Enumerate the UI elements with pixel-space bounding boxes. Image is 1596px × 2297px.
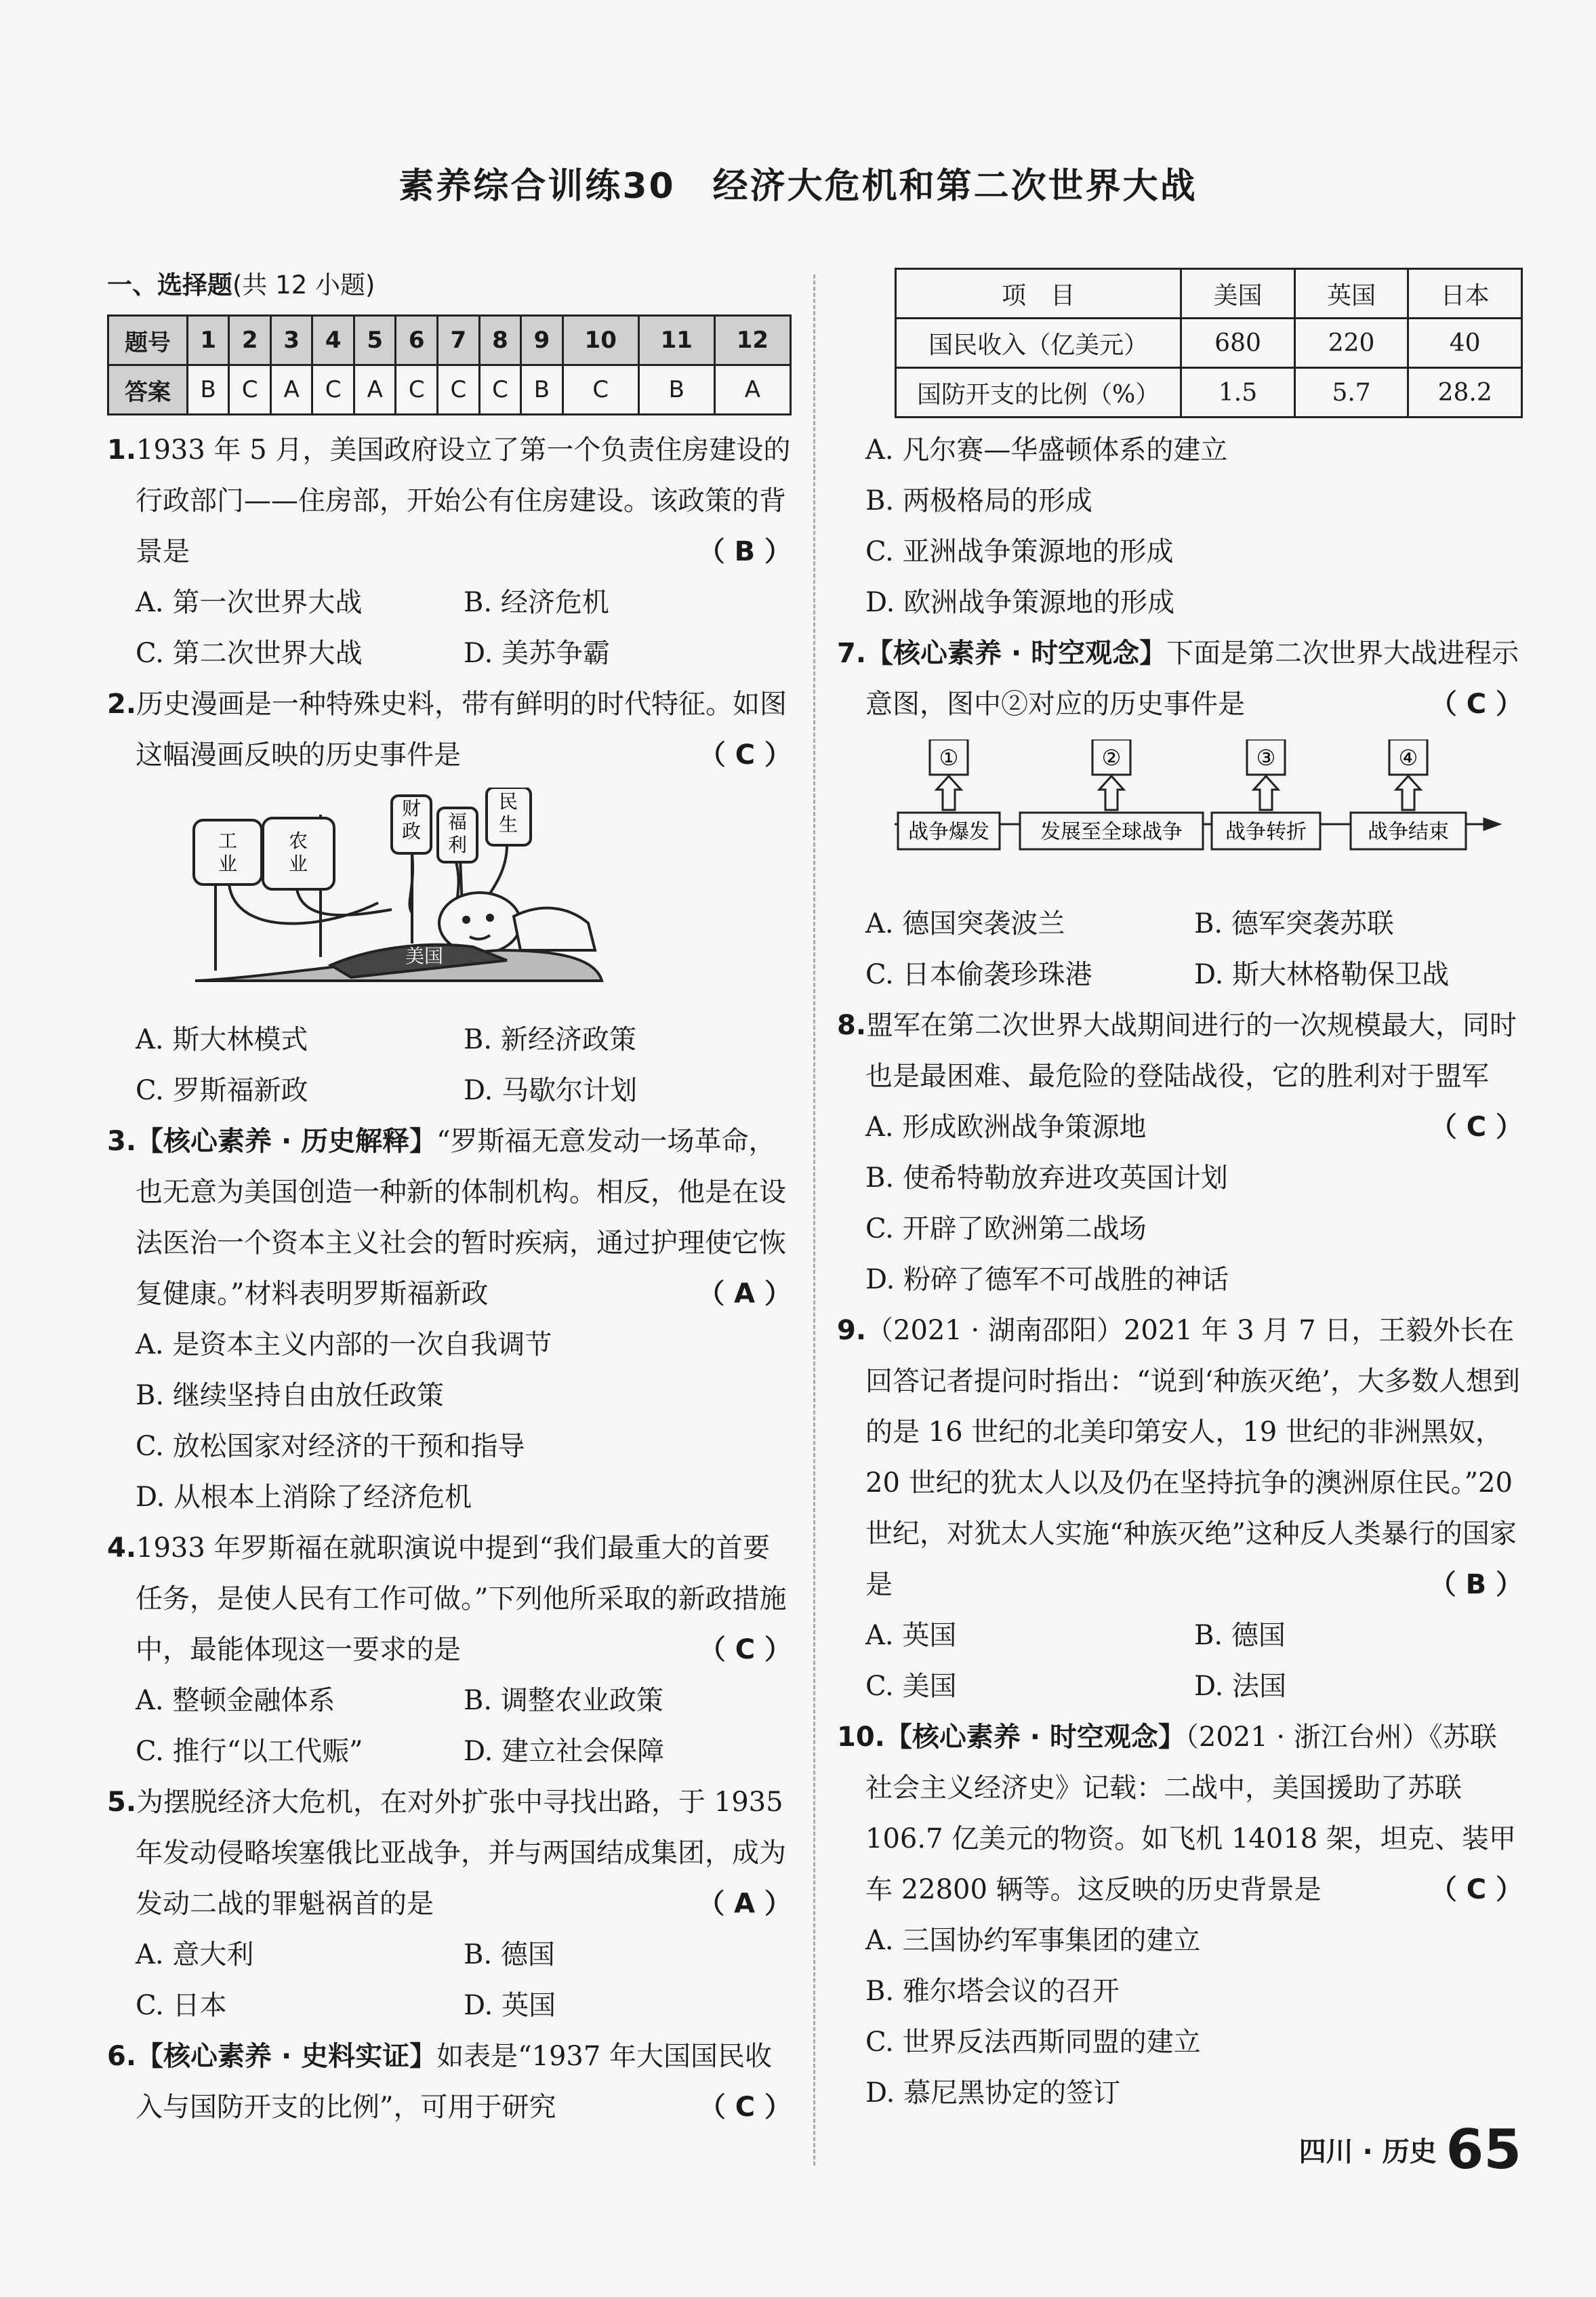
option[interactable]: A. 英国 — [865, 1620, 957, 1651]
question-number-cell: 3 — [271, 316, 312, 365]
option-row — [837, 1610, 1523, 1661]
left-question-list — [107, 425, 792, 2133]
cartoon-label-char: 业 — [288, 853, 308, 875]
timeline-stage-label: 战争结束 — [1368, 820, 1449, 844]
option[interactable]: C. 放松国家对经济的干预和指导 — [136, 1431, 525, 1462]
column-divider — [813, 275, 815, 2166]
option[interactable]: A. 形成欧洲战争策源地 — [865, 1112, 1147, 1143]
question-number-cell: 5 — [354, 316, 396, 365]
answer-cell: A — [271, 365, 312, 415]
stats-header-cell: 日本 — [1408, 269, 1522, 319]
section-heading — [107, 264, 792, 301]
option[interactable]: C. 亚洲战争策源地的形成 — [865, 536, 1174, 567]
question-text: 如表是“1937 年大国国民收入与国防开支的比例”，可用于研究 — [136, 2041, 773, 2123]
option[interactable]: C. 日本 — [136, 1990, 227, 2021]
stats-cell: 40 — [1408, 319, 1522, 368]
question-number: 2. — [107, 689, 137, 720]
option[interactable]: B. 两极格局的形成 — [865, 485, 1092, 516]
option-row — [107, 1015, 792, 1065]
timeline-stage — [1351, 739, 1466, 849]
option[interactable]: D. 建立社会保障 — [464, 1736, 665, 1767]
stats-header-cell: 美国 — [1181, 269, 1295, 319]
question-text: （2021 · 湖南邵阳）2021 年 3 月 7 日，王毅外长在回答记者提问时指出：“说到‘种族灭绝’，大多数人想到的是 16 世纪的北美印第安人，19 世纪的非洲黑奴，20 世纪的犹太人以及仍在坚持抗争的澳洲原住民。”20 世纪，对犹太人实施“种族灭绝”这种反人类暴行的国家是 — [865, 1315, 1520, 1600]
answer-cell: A — [354, 365, 396, 415]
answer-bracket: （ C ） — [1429, 1874, 1523, 1905]
timeline-marker: ③ — [1256, 745, 1276, 771]
option[interactable]: A. 德国突袭波兰 — [865, 908, 1065, 939]
question-stem — [107, 2031, 792, 2133]
question-item — [837, 628, 1523, 1000]
option[interactable]: A. 凡尔赛—华盛顿体系的建立 — [865, 434, 1228, 466]
timeline-marker: ④ — [1398, 745, 1418, 771]
question-text: 为摆脱经济大危机，在对外扩张中寻找出路，于 1935 年发动侵略埃塞俄比亚战争，并与两国结成集团，成为发动二战的罪魁祸首的是 — [136, 1787, 786, 1919]
cartoon-patient-label: 美国 — [405, 945, 444, 967]
question-item — [107, 425, 792, 679]
option-row — [107, 1065, 792, 1116]
option[interactable]: D. 马歇尔计划 — [464, 1075, 638, 1106]
answer-bracket: （ C ） — [1429, 689, 1523, 720]
question-6-options — [837, 425, 1523, 628]
option-row — [837, 899, 1523, 950]
option-row — [837, 950, 1523, 1000]
answer-cell: C — [438, 365, 480, 415]
answer-table — [107, 314, 792, 415]
answer-cell: A — [714, 365, 790, 415]
answer-bracket: （ C ） — [1429, 1112, 1523, 1143]
timeline-marker: ② — [1101, 745, 1122, 771]
option[interactable]: C. 美国 — [865, 1671, 957, 1702]
answer-bracket: （ B ） — [697, 536, 792, 567]
stats-header-row — [896, 269, 1522, 319]
question-text: （2021 · 浙江台州）《苏联社会主义经济史》记载：二战中，美国援助了苏联 106.7 亿美元的物资。如飞机 14018 架，坦克、装甲车 22800 辆等。这反映的历史背景是 — [865, 1722, 1516, 1905]
question-text: 下面是第二次世界大战进程示意图，图中②对应的历史事件是 — [865, 638, 1519, 720]
option[interactable]: C. 推行“以工代赈” — [136, 1736, 363, 1767]
question-number-cell: 1 — [188, 316, 229, 365]
option[interactable]: D. 法国 — [1194, 1671, 1287, 1702]
option-row — [107, 1726, 792, 1777]
cartoon-label-char: 政 — [401, 820, 422, 842]
stats-cell: 国防开支的比例（%） — [896, 368, 1181, 418]
option-row — [107, 1930, 792, 1980]
question-text: 1933 年罗斯福在就职演说中提到“我们最重大的首要任务，是使人民有工作可做。”下列他所采取的新政措施中，最能体现这一要求的是 — [136, 1532, 787, 1665]
stats-cell: 1.5 — [1181, 368, 1295, 418]
option[interactable]: A. 整顿金融体系 — [136, 1685, 335, 1716]
answer-table-answer-row — [108, 365, 791, 415]
option[interactable]: B. 德军突袭苏联 — [1194, 908, 1394, 939]
question-stem — [107, 1523, 792, 1675]
stats-table — [895, 268, 1523, 418]
question-item — [837, 1000, 1523, 1305]
option[interactable]: D. 粉碎了德军不可战胜的神话 — [865, 1264, 1229, 1295]
option[interactable]: B. 德国 — [1194, 1620, 1286, 1651]
question-number-cell: 2 — [229, 316, 271, 365]
option[interactable]: C. 日本偷袭珍珠港 — [865, 959, 1092, 990]
answer-bracket: （ B ） — [1429, 1569, 1523, 1600]
question-item — [107, 1777, 792, 2031]
left-column — [107, 264, 792, 2133]
option[interactable]: C. 开辟了欧洲第二战场 — [865, 1213, 1147, 1244]
question-stem — [107, 1777, 792, 1930]
option[interactable]: A. 第一次世界大战 — [136, 587, 363, 618]
answer-bracket: （ A ） — [697, 1278, 792, 1309]
question-number: 9. — [837, 1315, 867, 1346]
question-item — [107, 1116, 792, 1523]
option[interactable]: A. 斯大林模式 — [136, 1024, 308, 1055]
cartoon-label-char: 财 — [401, 797, 422, 819]
option[interactable]: D. 欧洲战争策源地的形成 — [865, 587, 1175, 618]
timeline-stage — [1212, 739, 1320, 849]
question-number-cell: 6 — [396, 316, 438, 365]
question-number: 1. — [107, 434, 137, 466]
option[interactable]: B. 继续坚持自由放任政策 — [136, 1380, 444, 1411]
option[interactable]: B. 调整农业政策 — [464, 1685, 663, 1716]
option[interactable]: C. 第二次世界大战 — [136, 638, 363, 669]
section-label: 一、选择题 — [107, 270, 232, 300]
question-number: 3. — [107, 1126, 137, 1157]
answer-table-row2-label: 答案 — [108, 365, 188, 415]
question-stem — [107, 1116, 792, 1320]
question-number: 4. — [107, 1532, 137, 1564]
question-text: 历史漫画是一种特殊史料，带有鲜明的时代特征。如图这幅漫画反映的历史事件是 — [136, 689, 787, 771]
timeline-marker: ① — [939, 745, 959, 771]
question-number-cell: 9 — [521, 316, 562, 365]
option[interactable]: B. 经济危机 — [464, 587, 609, 618]
question-number: 5. — [107, 1787, 137, 1818]
option[interactable]: A. 意大利 — [136, 1939, 254, 1970]
option[interactable]: A. 是资本主义内部的一次自我调节 — [136, 1329, 552, 1360]
literacy-tag: 【核心素养 · 时空观念】 — [884, 1722, 1185, 1753]
page-title: 素养综合训练30 经济大危机和第二次世界大战 — [398, 166, 1198, 207]
timeline-stage-label: 战争爆发 — [908, 820, 989, 844]
timeline-stage-label: 战争转折 — [1225, 820, 1307, 844]
answer-bracket: （ C ） — [698, 1634, 792, 1665]
option[interactable]: D. 斯大林格勒保卫战 — [1194, 959, 1450, 990]
question-text: 1933 年 5 月，美国政府设立了第一个负责住房建设的行政部门——住房部，开始公有住房建设。该政策的背景是 — [136, 434, 791, 567]
question-stem — [837, 1305, 1523, 1610]
answer-cell: B — [638, 365, 714, 415]
question-number: 7. — [837, 638, 867, 669]
right-question-list — [837, 628, 1523, 2119]
stats-row — [896, 319, 1522, 368]
stats-header-cell: 项 目 — [896, 269, 1181, 319]
option[interactable]: D. 英国 — [464, 1990, 556, 2021]
option[interactable]: C. 世界反法西斯同盟的建立 — [865, 2027, 1201, 2058]
ww2-timeline-diagram — [895, 739, 1505, 875]
question-text: 盟军在第二次世界大战期间进行的一次规模最大，同时也是最困难、最危险的登陆战役，它的胜利对于盟军 — [865, 1010, 1517, 1092]
new-deal-cartoon — [188, 788, 609, 984]
cartoon-figure — [188, 788, 792, 1001]
option-row — [107, 628, 792, 679]
question-number: 6. — [107, 2041, 137, 2072]
question-number-cell: 12 — [714, 316, 790, 365]
option[interactable]: B. 使希特勒放弃进攻英国计划 — [865, 1162, 1228, 1194]
question-stem — [107, 425, 792, 577]
footer-region: 四川 · 历史 — [1298, 2136, 1437, 2168]
answer-table-number-row — [108, 316, 791, 365]
question-text: “罗斯福无意发动一场革命，也无意为美国创造一种新的体制机构。相反，他是在设法医治一个资本主义社会的暂时疾病，通过护理使它恢复健康。”材料表明罗斯福新政 — [136, 1126, 786, 1309]
timeline-figure — [895, 739, 1523, 892]
option[interactable]: A. 三国协约军事集团的建立 — [865, 1925, 1201, 1956]
page-footer — [1299, 2118, 1521, 2181]
option-row — [107, 1675, 792, 1726]
stats-cell: 28.2 — [1408, 368, 1522, 418]
question-item — [107, 1523, 792, 1777]
answer-table-row1-label: 题号 — [108, 316, 188, 365]
question-number-cell: 7 — [438, 316, 480, 365]
stats-row — [896, 368, 1522, 418]
answer-cell: C — [396, 365, 438, 415]
right-column — [837, 268, 1523, 2119]
cartoon-label-char: 业 — [218, 853, 238, 875]
page-number: 65 — [1446, 2118, 1521, 2181]
timeline-stage — [1020, 739, 1203, 849]
option[interactable]: B. 德国 — [464, 1939, 555, 1970]
option-row — [837, 1661, 1523, 1712]
answer-cell: C — [312, 365, 354, 415]
option[interactable]: B. 新经济政策 — [464, 1024, 636, 1055]
answer-bracket: （ C ） — [698, 2092, 792, 2123]
question-item — [107, 2031, 792, 2133]
option[interactable]: C. 罗斯福新政 — [136, 1075, 308, 1106]
option[interactable]: D. 美苏争霸 — [464, 638, 611, 669]
option-row — [107, 1980, 792, 2031]
cartoon-label-char: 福 — [447, 811, 468, 833]
answer-cell: C — [479, 365, 521, 415]
answer-cell: B — [188, 365, 229, 415]
option[interactable]: B. 雅尔塔会议的召开 — [865, 1976, 1120, 2007]
answer-bracket: （ A ） — [697, 1888, 792, 1919]
answer-cell: B — [521, 365, 562, 415]
question-number: 10. — [837, 1722, 885, 1753]
stats-header-cell: 英国 — [1294, 269, 1408, 319]
timeline-stage — [898, 739, 1000, 849]
option[interactable]: D. 慕尼黑协定的签订 — [865, 2077, 1121, 2109]
stats-cell: 220 — [1294, 319, 1408, 368]
cartoon-label-char: 工 — [218, 830, 238, 852]
question-stem — [107, 679, 792, 781]
stats-cell: 国民收入（亿美元） — [896, 319, 1181, 368]
question-stem — [837, 1712, 1523, 1915]
question-number-cell: 11 — [638, 316, 714, 365]
question-number: 8. — [837, 1010, 867, 1041]
question-item — [837, 1305, 1523, 1712]
option[interactable]: D. 从根本上消除了经济危机 — [136, 1482, 472, 1513]
stats-cell: 680 — [1181, 319, 1295, 368]
answer-cell: C — [229, 365, 271, 415]
cartoon-label-char: 利 — [447, 834, 468, 856]
cartoon-label-char: 民 — [498, 790, 518, 813]
question-stem — [837, 628, 1523, 730]
answer-bracket: （ C ） — [698, 739, 792, 771]
literacy-tag: 【核心素养 · 历史解释】 — [136, 1126, 437, 1157]
answer-cell: C — [562, 365, 638, 415]
section-count: (共 12 小题) — [232, 270, 375, 300]
stats-cell: 5.7 — [1294, 368, 1408, 418]
option-row — [107, 577, 792, 628]
question-item — [837, 1712, 1523, 2119]
question-number-cell: 10 — [562, 316, 638, 365]
timeline-stage-label: 发展至全球战争 — [1040, 820, 1183, 844]
cartoon-label-char: 农 — [288, 830, 308, 852]
question-item — [107, 679, 792, 1116]
literacy-tag: 【核心素养 · 时空观念】 — [866, 638, 1167, 669]
cartoon-label-char: 生 — [498, 813, 518, 836]
literacy-tag: 【核心素养 · 史料实证】 — [136, 2041, 437, 2072]
question-number-cell: 8 — [479, 316, 521, 365]
question-number-cell: 4 — [312, 316, 354, 365]
